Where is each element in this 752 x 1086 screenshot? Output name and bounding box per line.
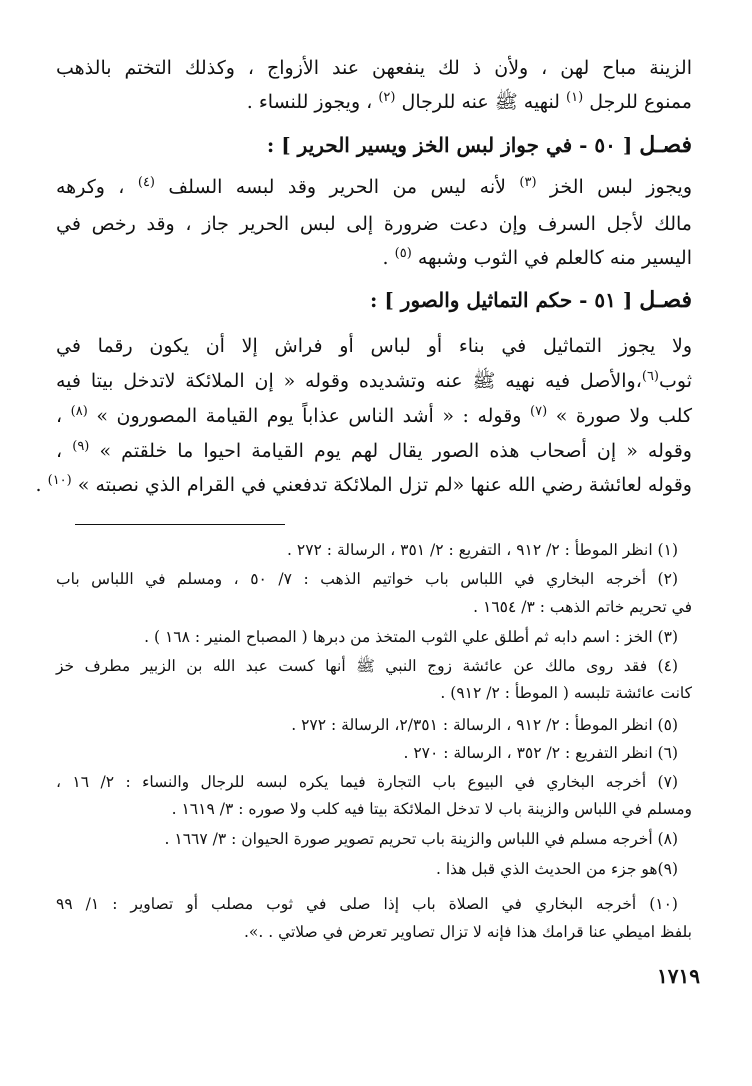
- section-label: فصـل: [639, 132, 692, 158]
- body-line-5: مالك لأجل السرف وإن دعت ضرورة إلى لبس الحرير جاز ، وقد رخص في: [56, 213, 692, 235]
- page-number: ١٧١٩: [657, 964, 700, 988]
- footnote-7-cont: ومسلم في اللباس والزينة باب لا تدخل الملائكة بيتا فيه كلب ولا صوره : ٣/ ١٦١٩ .: [171, 800, 692, 818]
- footnote-9: (٩)هو جزء من الحديث الذي قبل هذا .: [435, 860, 678, 878]
- footnote-ref-9[interactable]: (٩): [72, 439, 90, 454]
- body-line-6: [56, 243, 692, 276]
- text-segment: لأنه ليس من الحرير وقد لبسه السلف: [168, 176, 506, 198]
- body-line-4: [56, 172, 692, 205]
- footnote-ref-1[interactable]: (١): [566, 90, 584, 105]
- body-line-1: الزينة مباح لهن ، ولأن ذ لك ينفعهن عند الأزواج ، وكذلك التختم بالذهب: [56, 57, 692, 79]
- text-segment: ،: [56, 440, 63, 462]
- footnote-7: (٧) أخرجه البخاري في البيوع باب التجارة فيما يكره لبسه للرجال والنساء : ٢/ ١٦ ،: [56, 773, 678, 791]
- footnote-ref-10[interactable]: (١٠): [47, 473, 72, 488]
- footnote-ref-5[interactable]: (٥): [394, 246, 412, 261]
- text-segment: ،والأصل فيه نهيه ﷺ عنه وتشديده وقوله « إن الملائكة لاتدخل بيتا فيه: [56, 370, 642, 392]
- text-segment: كلب ولا صورة »: [555, 405, 692, 427]
- body-line-9: [56, 366, 692, 399]
- text-segment: وقوله « إن أصحاب هذه الصور يقال لهم يوم القيامة احيوا ما خلقتم »: [99, 440, 692, 462]
- footnote-1: (١) انظر الموطأ : ٢/ ٩١٢ ، التفريع : ٢/ ٣٥١ ، الرسالة : ٢٧٢ .: [287, 541, 678, 559]
- text-segment: اليسير منه كالعلم في الثوب وشبهه: [417, 247, 692, 269]
- text-segment: لنهيه ﷺ عنه للرجال: [401, 91, 560, 113]
- footnote-ref-7[interactable]: (٧): [530, 404, 548, 419]
- footnote-6: (٦) انظر التفريع : ٢/ ٣٥٢ ، الرسالة : ٢٧٠ .: [403, 744, 678, 762]
- body-line-10: [56, 401, 692, 434]
- body-line-11: [56, 436, 692, 469]
- text-segment: ، ويجوز للنساء .: [246, 91, 373, 113]
- footnote-ref-4[interactable]: (٤): [137, 175, 155, 190]
- body-line-2: [56, 87, 692, 120]
- footnote-4-cont: كانت عائشة تلبسه ( الموطأ : ٢/ ٩١٢) .: [440, 684, 692, 702]
- footnote-2-cont: في تحريم خاتم الذهب : ٣/ ١٦٥٤ .: [473, 598, 692, 616]
- text-segment: .: [35, 474, 42, 496]
- section-title: [ ٥١ - حكم التماثيل والصور ] :: [370, 288, 633, 312]
- footnote-10: (١٠) أخرجه البخاري في الصلاة باب إذا صلى في ثوب مصلب أو تصاوير : ١/ ٩٩: [56, 895, 678, 913]
- text-segment: ، وكرهه: [56, 176, 125, 198]
- section-heading-51: [56, 285, 692, 315]
- footnote-3: (٣) الخز : اسم دابه ثم أطلق علي الثوب المتخذ من دبرها ( المصباح المنير : ١٦٨ ) .: [144, 628, 678, 646]
- footnote-ref-3[interactable]: (٣): [519, 175, 537, 190]
- text-segment: .: [382, 247, 389, 269]
- section-heading-50: [56, 130, 692, 160]
- section-label: فصـل: [639, 287, 692, 313]
- text-segment: ممنوع للرجل: [589, 91, 692, 113]
- footnote-ref-2[interactable]: (٢): [378, 90, 396, 105]
- section-title: [ ٥٠ - في جواز لبس الخز ويسير الحرير ] :: [266, 133, 633, 157]
- text-segment: وقوله لعائشة رضي الله عنها «لم تزل الملائكة تدفعني في القرام الذي نصبته »: [77, 474, 692, 496]
- text-segment: وقوله : « أشد الناس عذاباً يوم القيامة المصورون »: [96, 405, 522, 427]
- body-line-12: [35, 470, 692, 503]
- text-segment: ثوب: [659, 370, 692, 392]
- footnote-10-cont: بلفظ اميطي عنا قرامك هذا فإنه لا تزال تصاوير تعرض في صلاتي . .».: [243, 923, 692, 941]
- footnote-5: (٥) انظر الموطأ : ٢/ ٩١٢ ، الرسالة : ٢/٣٥١، الرسالة : ٢٧٢ .: [291, 716, 678, 734]
- body-line-8: ولا يجوز التماثيل في بناء أو لباس أو فراش إلا أن يكون رقما في: [56, 335, 692, 357]
- footnote-2: (٢) أخرجه البخاري في اللباس باب خواتيم الذهب : ٧/ ٥٠ ، ومسلم في اللباس باب: [56, 570, 678, 588]
- footnote-ref-8[interactable]: (٨): [70, 404, 88, 419]
- text-segment: ويجوز لبس الخز: [549, 176, 693, 198]
- footnote-ref-6[interactable]: (٦): [641, 369, 659, 384]
- footnote-4: (٤) فقد روى مالك عن عائشة زوج النبي ﷺ أنها كست عبد الله بن الزبير مطرف خز: [56, 657, 678, 675]
- text-segment: ،: [56, 405, 63, 427]
- footnote-8: (٨) أخرجه مسلم في اللباس والزينة باب تحريم تصوير صورة الحيوان : ٣/ ١٦٦٧ .: [164, 830, 678, 848]
- footnote-divider: [75, 524, 285, 525]
